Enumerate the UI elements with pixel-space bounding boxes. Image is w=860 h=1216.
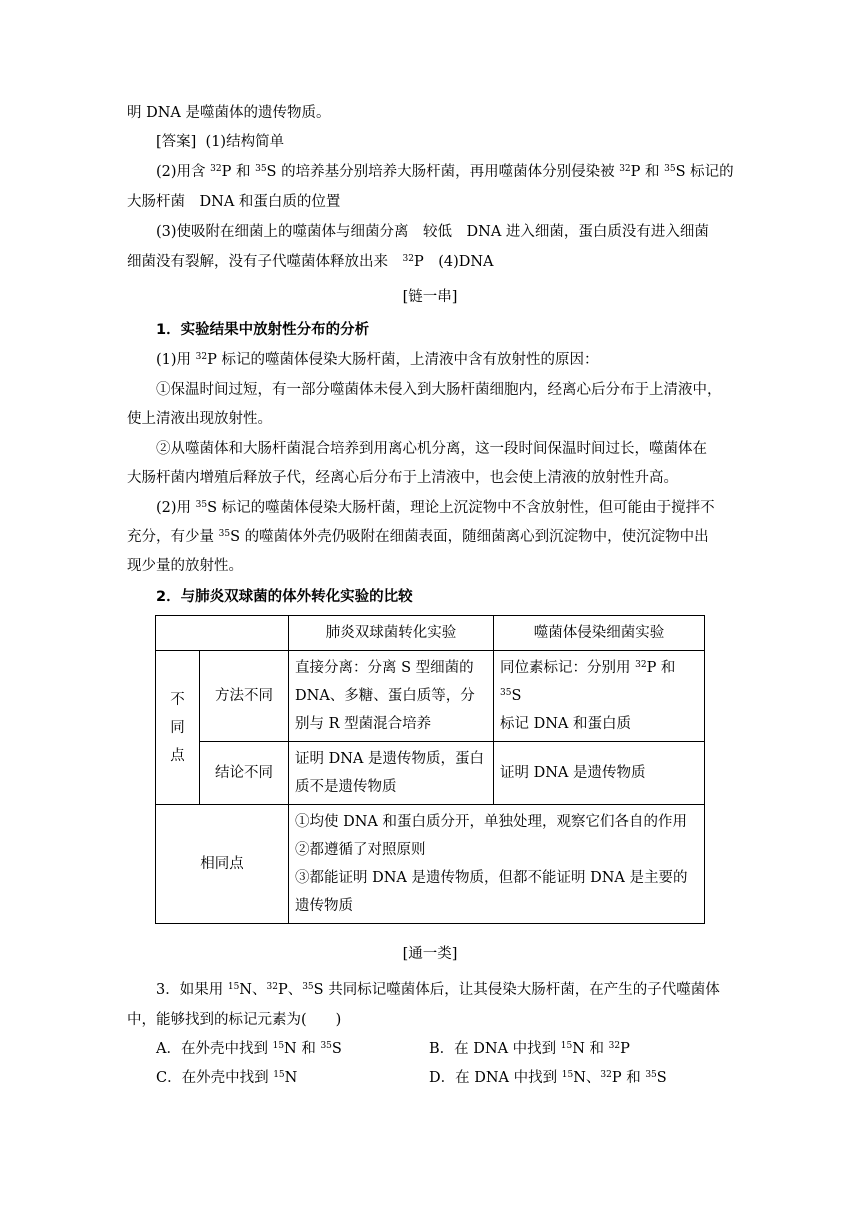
table-header-row <box>156 616 705 651</box>
col-header-phage: 噬菌体侵染细菌实验 <box>494 616 705 651</box>
cell-same: ①均使 DNA 和蛋白质分开，单独处理，观察它们各自的作用 ②都遵循了对照原则 ③都能证明 DNA 是遗传物质，但都不能证明 DNA 是主要的 遗传物质 <box>289 805 705 924</box>
item1-para1: (1)用 $^{32}$P 标记的噬菌体侵染大肠杆菌，上清液中含有放射性的原因： <box>156 352 599 368</box>
cell-method-phage: 同位素标记：分别用 $^{32}$P 和 $^{35}$S 标记 DNA 和蛋白质 <box>494 651 705 742</box>
option-c[interactable]: C．在外壳中找到 $^{15}$N <box>156 1070 298 1086</box>
answer-1: [答案] (1)结构简单 <box>156 134 285 150</box>
comparison-table <box>155 615 705 924</box>
item1-para4-l1: (2)用 $^{35}$S 标记的噬菌体侵染大肠杆菌，理论上沉淀物中不含放射性，但可能由于搅拌不 <box>156 500 715 516</box>
table-corner-cell <box>156 616 289 651</box>
row-label-method: 方法不同 <box>200 651 289 742</box>
cell-conclusion-phage: 证明 DNA 是遗传物质 <box>494 742 705 805</box>
option-b[interactable]: B．在 DNA 中找到 $^{15}$N 和 $^{32}$P <box>429 1041 630 1057</box>
answer-2-line2: 大肠杆菌 DNA 和蛋白质的位置 <box>127 194 341 210</box>
option-d[interactable]: D．在 DNA 中找到 $^{15}$N、$^{32}$P 和 $^{35}$S <box>429 1070 667 1086</box>
item1-para2-l2: 使上清液出现放射性。 <box>127 411 272 427</box>
cell-conclusion-transformation: 证明 DNA 是遗传物质，蛋白 质不是遗传物质 <box>289 742 494 805</box>
item1-para3-l1: ②从噬菌体和大肠杆菌混合培养到用离心机分离，这一段时间保温时间过长，噬菌体在 <box>156 441 707 457</box>
col-header-transformation: 肺炎双球菌转化实验 <box>289 616 494 651</box>
row-label-conclusion: 结论不同 <box>200 742 289 805</box>
question-3-line2: 中，能够找到的标记元素为( ) <box>127 1012 342 1028</box>
item1-para4-l3: 现少量的放射性。 <box>127 558 243 574</box>
table-row-method <box>156 651 705 742</box>
group-diff-label: 不 同 点 <box>156 651 200 805</box>
option-a[interactable]: A．在外壳中找到 $^{15}$N 和 $^{35}$S <box>156 1041 342 1057</box>
question-3-line1: 3．如果用 $^{15}$N、$^{32}$P、$^{35}$S 共同标记噬菌体后，让其侵染大肠杆菌，在产生的子代噬菌体 <box>156 982 720 998</box>
answer-3-line1: (3)使吸附在细菌上的噬菌体与细菌分离 较低 DNA 进入细菌，蛋白质没有进入细菌 <box>156 224 709 240</box>
item1-title: 1．实验结果中放射性分布的分析 <box>156 322 370 338</box>
row-label-same: 相同点 <box>156 805 289 924</box>
intro-line: 明 DNA 是噬菌体的遗传物质。 <box>127 105 331 121</box>
table-row-same <box>156 805 705 924</box>
answer-label: [答案] <box>156 134 197 150</box>
answer-3-line2: 细菌没有裂解，没有子代噬菌体释放出来 $^{32}$P (4)DNA <box>127 254 494 270</box>
cell-method-transformation: 直接分离：分离 S 型细菌的 DNA、多糖、蛋白质等，分 别与 R 型菌混合培养 <box>289 651 494 742</box>
item1-para2-l1: ①保温时间过短，有一部分噬菌体未侵入到大肠杆菌细胞内，经离心后分布于上清液中， <box>156 382 722 398</box>
answer-2-line1: (2)用含 $^{32}$P 和 $^{35}$S 的培养基分别培养大肠杆菌，再用噬菌体分别侵染被 $^{32}$P 和 $^{35}$S 标记的 <box>156 164 734 180</box>
item2-title: 2．与肺炎双球菌的体外转化实验的比较 <box>156 589 413 605</box>
item1-para3-l2: 大肠杆菌内增殖后释放子代，经离心后分布于上清液中，也会使上清液的放射性升高。 <box>127 470 678 486</box>
section-heading-chain: [链一串] <box>402 289 458 305</box>
item1-para4-l2: 充分，有少量 $^{35}$S 的噬菌体外壳仍吸附在细菌表面，随细菌离心到沉淀物中，使沉淀物中出 <box>127 529 709 545</box>
table-row-conclusion <box>156 742 705 805</box>
section-heading-type: [通一类] <box>402 946 458 962</box>
